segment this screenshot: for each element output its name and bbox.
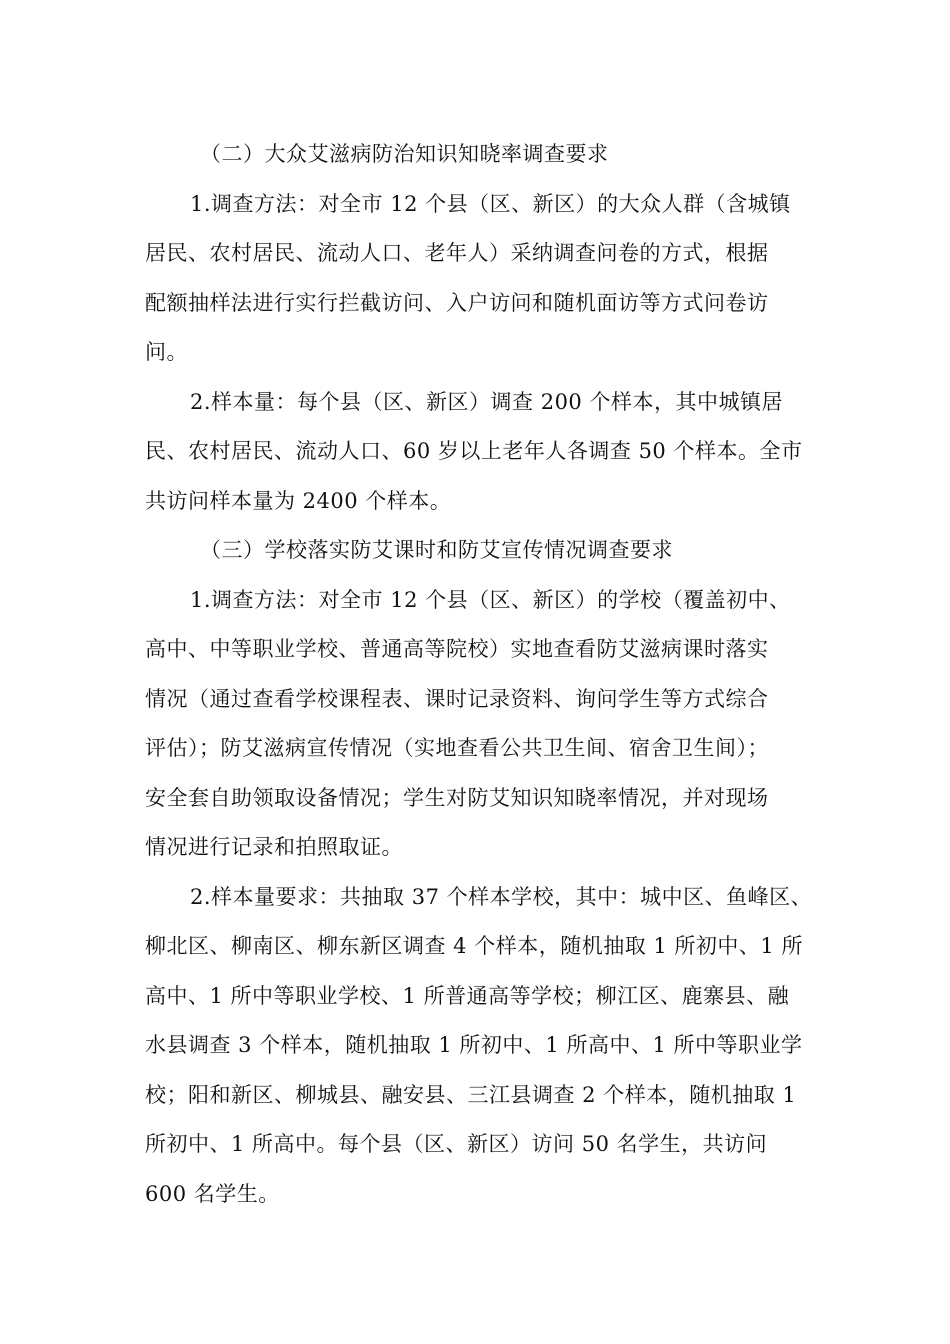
paragraph-line: 2.样本量要求：共抽取 37 个样本学校，其中：城中区、鱼峰区、 (190, 884, 813, 909)
paragraph-line: 600 名学生。 (145, 1181, 280, 1206)
paragraph-line: 问。 (145, 340, 188, 364)
paragraph-line: 安全套自助领取设备情况；学生对防艾知识知晓率情况，并对现场 (145, 785, 769, 810)
document-body (145, 130, 835, 1219)
paragraph-line: 1.调查方法：对全市 12 个县（区、新区）的大众人群（含城镇 (190, 191, 791, 216)
paragraph-line: 情况（通过查看学校课程表、课时记录资料、询问学生等方式综合 (145, 686, 769, 711)
paragraph-line: 高中、中等职业学校、普通高等院校）实地查看防艾滋病课时落实 (145, 637, 769, 661)
paragraph-line: 2.样本量：每个县（区、新区）调查 200 个样本，其中城镇居 (190, 389, 783, 414)
paragraph-line: 1.调查方法：对全市 12 个县（区、新区）的学校（覆盖初中、 (190, 587, 791, 612)
section-heading: （二）大众艾滋病防治知识知晓率调查要求 (200, 142, 609, 166)
paragraph-line: 所初中、1 所高中。每个县（区、新区）访问 50 名学生，共访问 (145, 1132, 768, 1156)
paragraph-line: 民、农村居民、流动人口、60 岁以上老年人各调查 50 个样本。全市 (145, 439, 803, 463)
paragraph-line: 高中、1 所中等职业学校、1 所普通高等学校；柳江区、鹿寨县、融 (145, 983, 790, 1008)
paragraph-line: 配额抽样法进行实行拦截访问、入户访问和随机面访等方式问卷访 (145, 290, 769, 315)
paragraph-line: 柳北区、柳南区、柳东新区调查 4 个样本，随机抽取 1 所初中、1 所 (145, 934, 803, 958)
paragraph-line: 水县调查 3 个样本，随机抽取 1 所初中、1 所高中、1 所中等职业学 (145, 1033, 803, 1057)
section-heading: （三）学校落实防艾课时和防艾宣传情况调查要求 (200, 538, 673, 562)
paragraph-line: 校；阳和新区、柳城县、融安县、三江县调查 2 个样本，随机抽取 1 (145, 1082, 797, 1107)
paragraph-line: 共访问样本量为 2400 个样本。 (145, 488, 452, 513)
paragraph-line: 情况进行记录和拍照取证。 (145, 835, 403, 859)
paragraph-line: 居民、农村居民、流动人口、老年人）采纳调查问卷的方式，根据 (145, 241, 769, 265)
paragraph-line: 评估）；防艾滋病宣传情况（实地查看公共卫生间、宿舍卫生间）； (145, 736, 769, 760)
